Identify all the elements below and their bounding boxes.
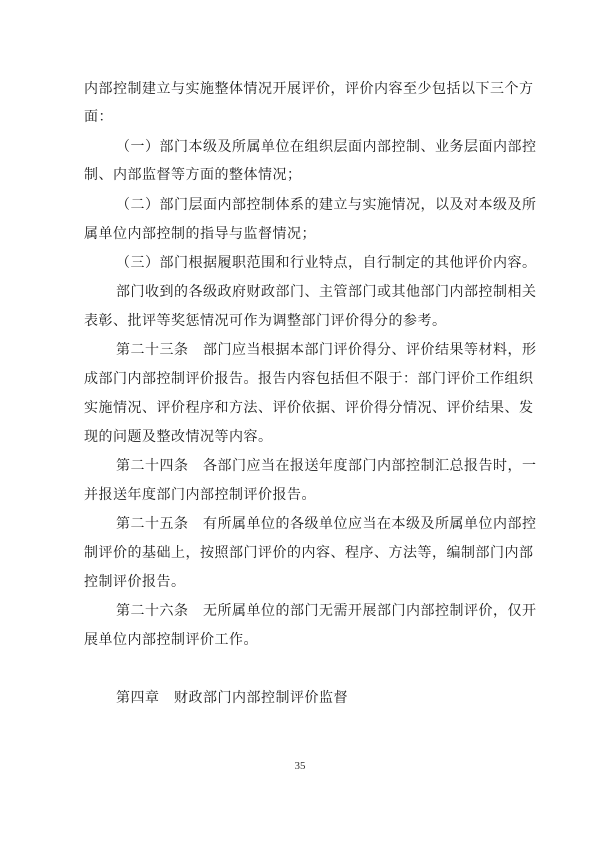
text-line: 控制评价报告。	[84, 574, 186, 590]
text-line: 第二十六条 无所属单位的部门无需开展部门内部控制评价，仅开	[116, 603, 537, 619]
page-number: 35	[294, 760, 306, 772]
text-line: 第二十三条 部门应当根据本部门评价得分、评价结果等材料，形	[116, 342, 537, 358]
text-line: （二）部门层面内部控制体系的建立与实施情况，以及对本级及所	[116, 197, 537, 213]
text-line: 现的问题及整改情况等内容。	[84, 429, 273, 445]
text-line: 部门收到的各级政府财政部门、主管部门或其他部门内部控制相关	[116, 284, 537, 300]
chapter-heading: 第四章 财政部门内部控制评价监督	[116, 690, 348, 706]
text-line: 并报送年度部门内部控制评价报告。	[84, 487, 316, 503]
text-line: （一）部门本级及所属单位在组织层面内部控制、业务层面内部控	[116, 139, 537, 155]
text-line: 展单位内部控制评价工作。	[84, 632, 258, 648]
text-line: 属单位内部控制的指导与监督情况；	[84, 226, 316, 242]
text-line: 表彰、批评等奖惩情况可作为调整部门评价得分的参考。	[84, 313, 447, 329]
text-line: 成部门内部控制评价报告。报告内容包括但不限于：部门评价工作组织	[84, 371, 534, 387]
text-line: 第二十四条 各部门应当在报送年度部门内部控制汇总报告时，一	[116, 458, 537, 474]
text-line: 内部控制建立与实施整体情况开展评价，评价内容至少包括以下三个方	[84, 81, 534, 97]
text-line: 面：	[84, 109, 113, 125]
text-line: 第二十五条 有所属单位的各级单位应当在本级及所属单位内部控	[116, 516, 537, 532]
text-line: 制、内部监督等方面的整体情况；	[84, 167, 302, 183]
text-line: （三）部门根据履职范围和行业特点，自行制定的其他评价内容。	[116, 255, 537, 271]
text-line: 制评价的基础上，按照部门评价的内容、程序、方法等，编制部门内部	[84, 545, 534, 561]
text-line: 实施情况、评价程序和方法、评价依据、评价得分情况、评价结果、发	[84, 400, 534, 416]
